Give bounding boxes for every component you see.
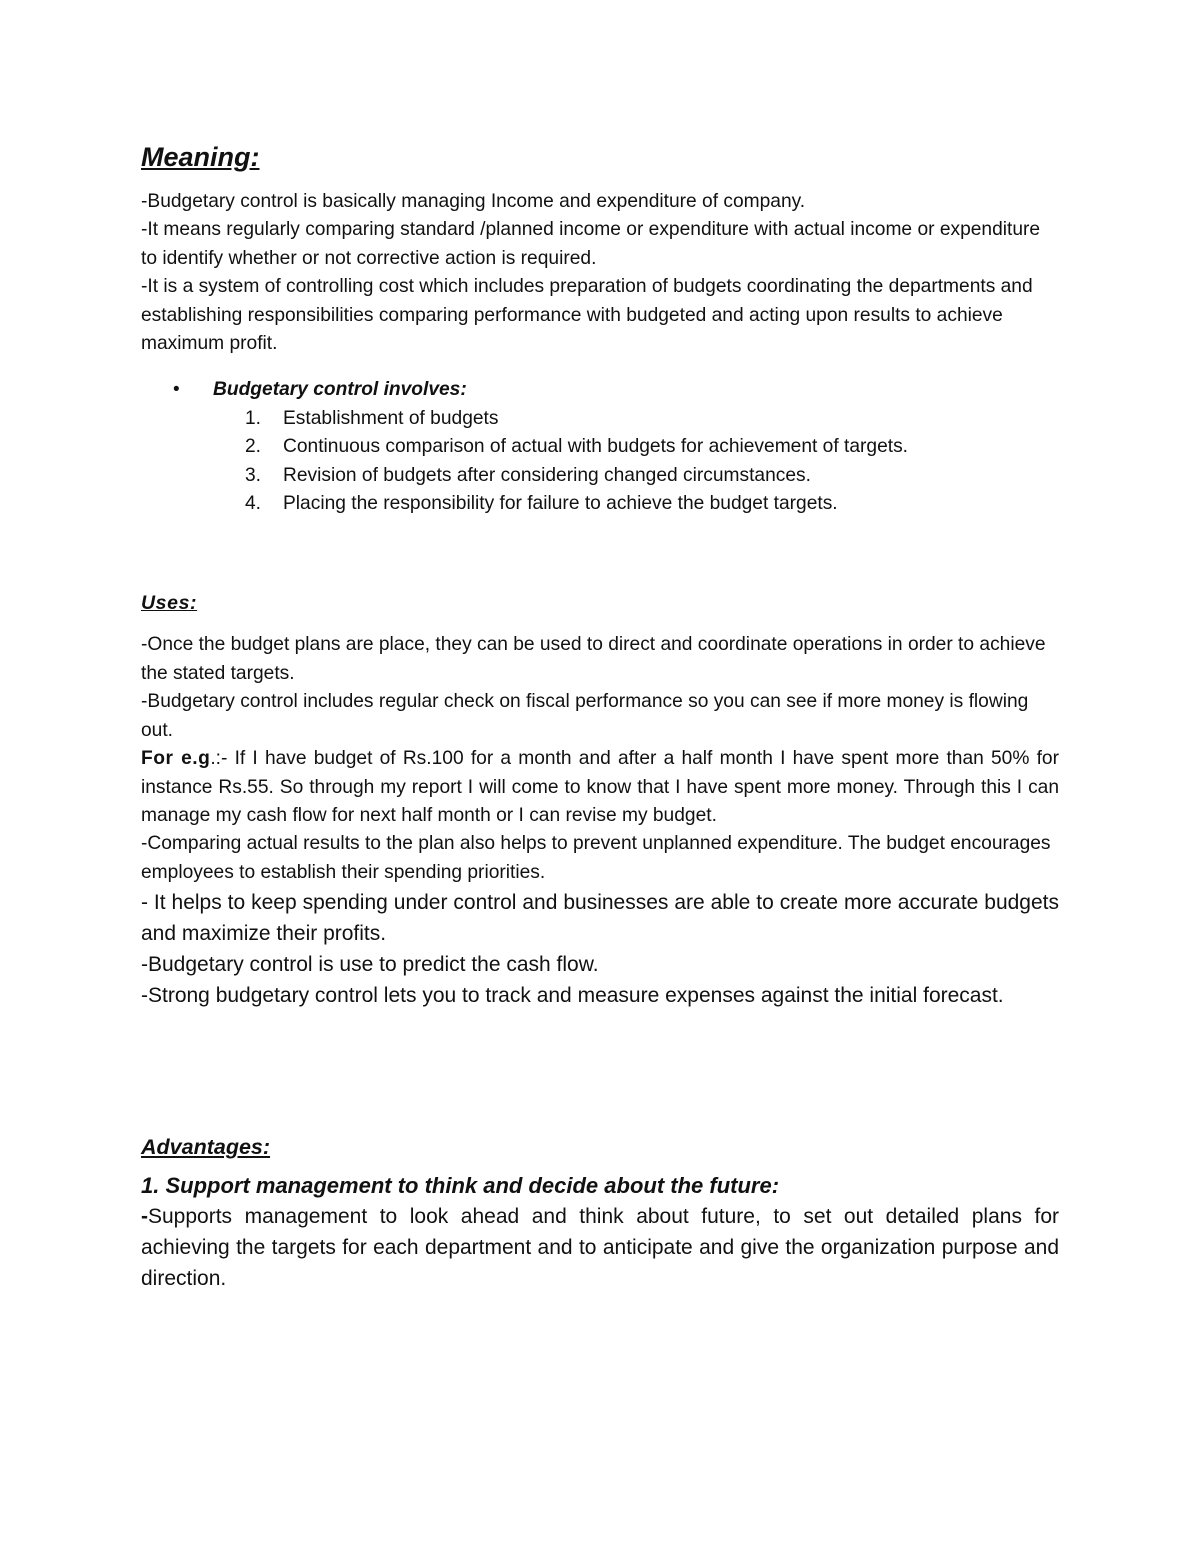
involves-bullet (173, 376, 1059, 404)
uses-example (141, 745, 1059, 830)
list-item-number: 2. (245, 436, 262, 458)
example-label: For e.g (141, 748, 211, 770)
uses-heading: Uses: (141, 592, 198, 615)
list-item (245, 490, 1059, 518)
list-item (245, 433, 1059, 461)
uses-paragraph-4: - It helps to keep spending under control and businesses are able to create more accurate budgets and maximize their profits. (141, 891, 1059, 946)
advantage-1-dash: - (141, 1205, 148, 1229)
uses-paragraph-5: -Budgetary control is use to predict the cash flow. (141, 953, 599, 977)
list-item-number: 1. (245, 407, 262, 429)
list-item (245, 462, 1059, 490)
list-item-text: Establishment of budgets (283, 407, 499, 429)
advantage-1-text (141, 1201, 1059, 1294)
advantages-heading: Advantages: (141, 1135, 271, 1160)
meaning-paragraph-1: -Budgetary control is basically managing Income and expenditure of company. (141, 191, 806, 212)
list-item-text: Placing the responsibility for failure to achieve the budget targets. (283, 493, 838, 515)
advantage-1-body: Supports management to look ahead and think about future, to set out detailed plans for achieving the targets for each department and to anticipate and give the organization purpose and direction. (141, 1205, 1059, 1291)
example-text: .:- If I have budget of Rs.100 for a month and after a half month I have spent more than 50% for instance Rs.55. So through my report I will come to know that I have spent more money. Through this I can manage my cash flow for next half month or I can revise my budget. (141, 748, 1059, 826)
meaning-paragraph-2: -It means regularly comparing standard /planned income or expenditure with actual income or expenditure to identify whether or not corrective action is required. (141, 219, 1041, 269)
meaning-heading: Meaning: (141, 142, 260, 172)
advantage-1-heading: 1. Support management to think and decide about the future: (141, 1173, 780, 1199)
involves-list (173, 376, 1059, 518)
uses-paragraph-2: -Budgetary control includes regular check on fiscal performance so you can see if more money is flowing out. (141, 691, 1029, 741)
meaning-paragraph-3: -It is a system of controlling cost which includes preparation of budgets coordinating the departments and establishing responsibilities comparing performance with budgeted and acting upon results to achieve maximum profit. (141, 276, 1033, 355)
involves-label: Budgetary control involves: (213, 379, 467, 401)
bullet-icon: • (173, 379, 180, 401)
list-item (245, 405, 1059, 433)
document-page (141, 140, 1059, 1294)
list-item-number: 3. (245, 464, 262, 486)
uses-paragraph-3: -Comparing actual results to the plan also helps to prevent unplanned expenditure. The budget encourages employees to establish their spending priorities. (141, 833, 1051, 883)
list-item-number: 4. (245, 493, 262, 515)
list-item-text: Revision of budgets after considering changed circumstances. (283, 464, 811, 486)
involves-numbered-list (173, 405, 1059, 519)
list-item-text: Continuous comparison of actual with budgets for achievement of targets. (283, 436, 909, 458)
uses-paragraph-6: -Strong budgetary control lets you to track and measure expenses against the initial forecast. (141, 984, 1004, 1008)
uses-paragraph-1: -Once the budget plans are place, they can be used to direct and coordinate operations in order to achieve the stated targets. (141, 634, 1046, 684)
